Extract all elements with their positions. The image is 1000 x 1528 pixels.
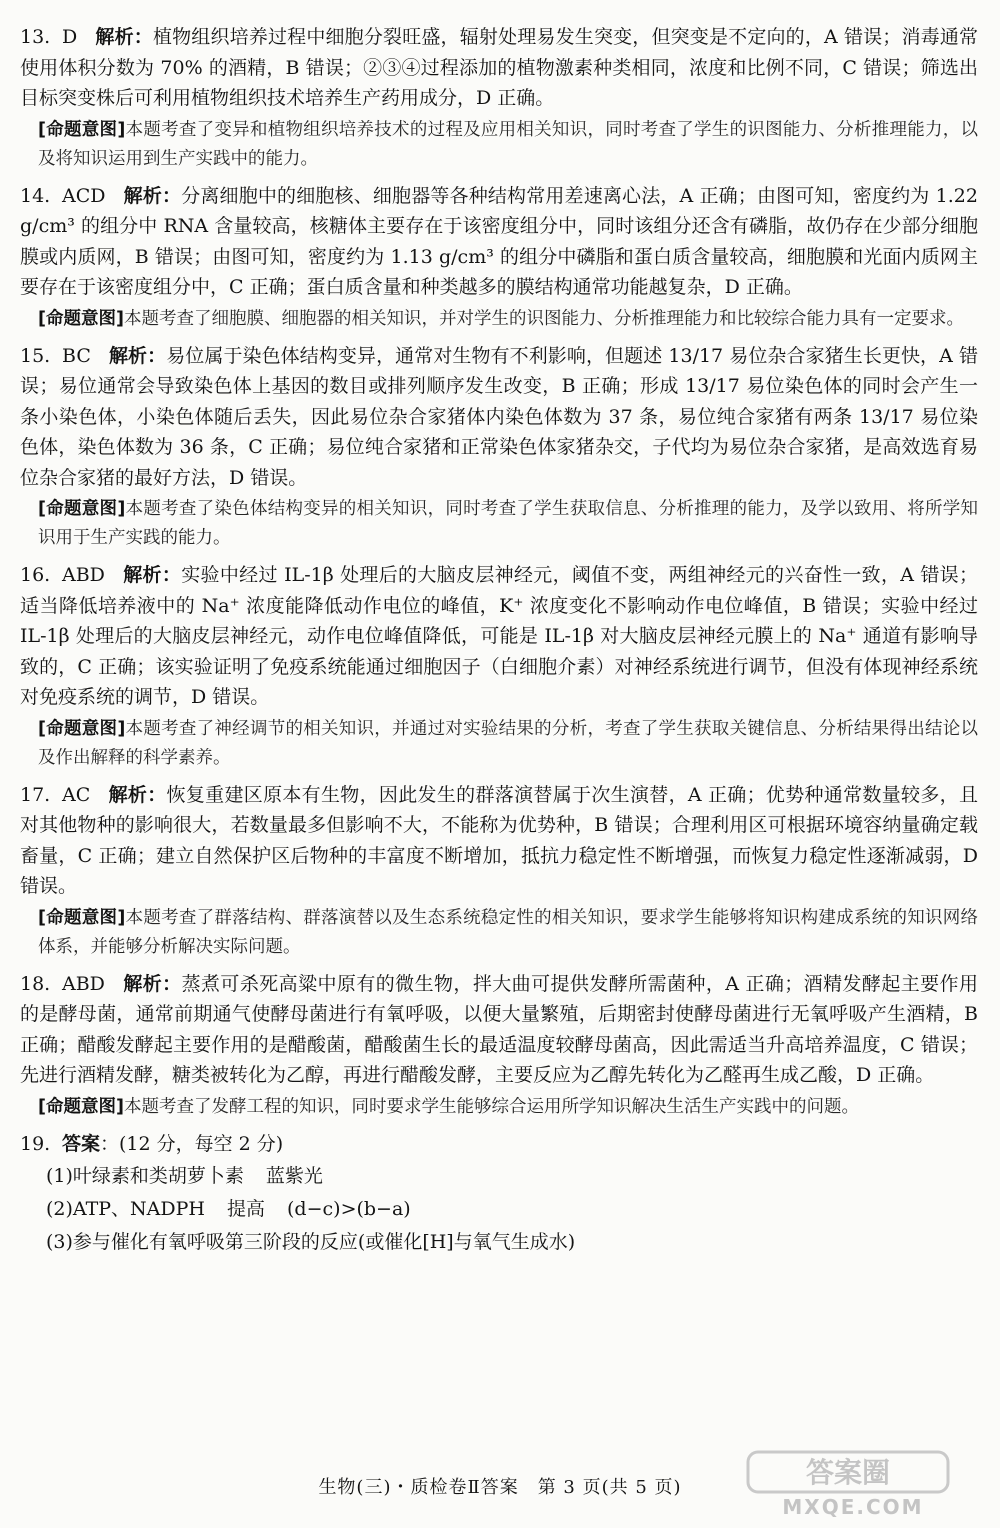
analysis-text: 植物组织培养过程中细胞分裂旺盛，辐射处理易发生突变，但突变是不定向的，A 错误；消毒通常使用体积分数为 70% 的酒精，B 错误；②③④过程添加的植物激素种类相同，浓度和比例不同，C 错误；筛选出目标突变株后可利用植物组织技术培养生产药用成分，D 正确。 — [20, 26, 978, 109]
analysis-label: 解析 — [122, 564, 162, 586]
intent-13 — [20, 116, 978, 174]
intent-18 — [20, 1093, 978, 1122]
answer-item-16: 16. ABD 解析：实验中经过 IL-1β 处理后的大脑皮层神经元，阈值不变，两组神经元的兴奋性一致，A 错误；适当降低培养液中的 Na⁺ 浓度能降低动作电位的峰值，K⁺ 浓度变化不影响动作电位峰值，B 错误；实验中经过 IL-1β 处理后的大脑皮层神经元，动作电位峰值降低，可能是 IL-1β 对大脑皮层神经元膜上的 Na⁺ 通道有影响导致的，C 正确；该实验证明了免疫系统能通过细胞因子（白细胞介素）对神经系统进行调节，但没有体现神经系统对免疫系统的调节，D 错误。 — [20, 560, 978, 713]
item-number: 15. — [20, 344, 51, 367]
watermark-logo — [728, 1450, 978, 1520]
watermark-url: MXQE.COM — [782, 1495, 924, 1519]
sub-answer-2b: 提高 — [227, 1197, 266, 1220]
item-answer: D — [62, 26, 78, 48]
intent-17 — [20, 904, 978, 962]
sub-answer-2c: (d−c)>(b−a) — [287, 1197, 411, 1220]
item-answer: BC — [62, 344, 91, 367]
item-answer: ABD — [62, 564, 105, 586]
analysis-text: 实验中经过 IL-1β 处理后的大脑皮层神经元，阈值不变，两组神经元的兴奋性一致，A 错误；适当降低培养液中的 Na⁺ 浓度能降低动作电位的峰值，K⁺ 浓度变化不影响动作电位峰值，B 错误；实验中经过 IL-1β 处理后的大脑皮层神经元，动作电位峰值降低，可能是 IL-1β 对大脑皮层神经元膜上的 Na⁺ 通道有影响导致的，C 正确；该实验证明了免疫系统能通过细胞因子（白细胞介素）对神经系统进行调节，但没有体现神经系统对免疫系统的调节，D 错误。 — [20, 564, 978, 708]
sub-answer-1a: (1)叶绿素和类胡萝卜素 — [46, 1164, 244, 1187]
item-number: 18. — [20, 972, 51, 995]
sub-answer-2 — [20, 1193, 978, 1226]
analysis-text: 恢复重建区原本有生物，因此发生的群落演替属于次生演替，A 正确；优势种通常数量较多，且对其他物种的影响很大，若数量最多但影响不大，不能称为优势种，B 错误；合理利用区可根据环境容纳量确定载畜量，C 正确；建立自然保护区后物种的丰富度不断增加，抵抗力稳定性不断增强，而恢复力稳定性逐渐减弱，D 错误。 — [20, 783, 978, 897]
intent-15 — [20, 495, 978, 553]
analysis-text: 易位属于染色体结构变异，通常对生物有不利影响，但题述 13/17 易位杂合家猪生长更快，A 错误；易位通常会导致染色体上基因的数目或排列顺序发生改变，B 正确；形成 13/17 易位染色体的同时会产生一条小染色体，小染色体随后丢失，因此易位杂合家猪体内染色体数为 37 条，易位纯合家猪有两条 13/17 易位染色体，染色体数为 36 条，C 正确；易位纯合家猪和正常染色体家猪杂交，子代均为易位杂合家猪，是高效选育易位杂合家猪的最好方法，D 错误。 — [20, 344, 978, 489]
intent-text: 本题考查了染色体结构变异的相关知识，同时考查了学生获取信息、分析推理的能力，及学以致用、将所学知识用于生产实践的能力。 — [38, 499, 979, 548]
intent-text: 本题考查了群落结构、群落演替以及生态系统稳定性的相关知识，要求学生能够将知识构建成系统的知识网络体系，并能够分析解决实际问题。 — [38, 907, 979, 957]
analysis-label: 解析 — [108, 783, 148, 806]
item-number: 13. — [20, 26, 51, 48]
sub-answer-2a: (2)ATP、NADPH — [46, 1197, 205, 1220]
answer-item-13: 13. D 解析：植物组织培养过程中细胞分裂旺盛，辐射处理易发生突变，但突变是不定向的，A 错误；消毒通常使用体积分数为 70% 的酒精，B 错误；②③④过程添加的植物激素种类相同，浓度和比例不同，C 错误；筛选出目标突变株后可利用植物组织技术培养生产药用成分，D 正确。 — [20, 22, 978, 114]
score-note: ：(12 分，每空 2 分) — [100, 1132, 284, 1155]
analysis-label: 解析 — [108, 344, 148, 367]
answer-item-18: 18. ABD 解析：蒸煮可杀死高粱中原有的微生物，拌大曲可提供发酵所需菌种，A 正确；酒精发酵起主要作用的是酵母菌，通常前期通气使酵母菌进行有氧呼吸，以便大量繁殖，后期密封使酵母菌进行无氧呼吸产生酒精，B 正确；醋酸发酵起主要作用的是醋酸菌，醋酸菌生长的最适温度较酵母菌高，因此需适当升高培养温度，C 错误；先进行酒精发酵，糖类被转化为乙醇，再进行醋酸发酵，主要反应为乙醇先转化为乙醛再生成乙酸，D 正确。 — [20, 969, 978, 1091]
intent-16 — [20, 715, 978, 773]
analysis-label: 解析 — [95, 26, 134, 48]
analysis-text: 分离细胞中的细胞核、细胞器等各种结构常用差速离心法，A 正确；由图可知，密度约为 1.22 g/cm³ 的组分中 RNA 含量较高，核糖体主要存在于该密度组分中，同时该组分还含有磷脂，故仍存在少部分细胞膜或内质网，B 错误；由图可知，密度约为 1.13 g/cm³ 的组分中磷脂和蛋白质含量较高，细胞膜和光面内质网主要存在于该密度组分中，C 正确；蛋白质含量和种类越多的膜结构通常功能越复杂，D 正确。 — [20, 184, 978, 298]
item-answer: ABD — [62, 972, 105, 995]
answer-item-17: 17. AC 解析：恢复重建区原本有生物，因此发生的群落演替属于次生演替，A 正确；优势种通常数量较多，且对其他物种的影响很大，若数量最多但影响不大，不能称为优势种，B 错误；合理利用区可根据环境容纳量确定载畜量，C 正确；建立自然保护区后物种的丰富度不断增加，抵抗力稳定性不断增强，而恢复力稳定性逐渐减弱，D 错误。 — [20, 780, 978, 902]
item-number: 14. — [20, 184, 51, 207]
item-number: 16. — [20, 564, 51, 586]
page-footer: 生物(三)・质检卷Ⅱ答案 第 3 页(共 5 页) — [318, 1477, 682, 1498]
item-number: 17. — [20, 783, 51, 806]
intent-text: 本题考查了神经调节的相关知识，并通过对实验结果的分析，考查了学生获取关键信息、分析结果得出结论以及作出解释的科学素养。 — [38, 718, 979, 768]
intent-text: 本题考查了变异和植物组织培养技术的过程及应用相关知识，同时考查了学生的识图能力、分析推理能力，以及将知识运用到生产实践中的能力。 — [38, 119, 979, 169]
item-answer: AC — [62, 783, 91, 806]
analysis-label: 解析 — [123, 184, 163, 207]
intent-text: 本题考查了细胞膜、细胞器的相关知识，并对学生的识图能力、分析推理能力和比较综合能力具有一定要求。 — [124, 308, 964, 329]
intent-text: 本题考查了发酵工程的知识，同时要求学生能够综合运用所学知识解决生活生产实践中的问题。 — [124, 1096, 859, 1117]
intent-tag: [命题意图] — [38, 718, 126, 739]
answer-label: 答案 — [62, 1132, 101, 1155]
item-answer: ACD — [62, 184, 106, 207]
intent-tag: [命题意图] — [38, 119, 126, 140]
answer-item-15: 15. BC 解析：易位属于染色体结构变异，通常对生物有不利影响，但题述 13/17 易位杂合家猪生长更快，A 错误；易位通常会导致染色体上基因的数目或排列顺序发生改变，B 正确；形成 13/17 易位染色体的同时会产生一条小染色体，小染色体随后丢失，因此易位杂合家猪体内染色体数为 37 条，易位纯合家猪有两条 13/17 易位染色体，染色体数为 36 条，C 正确；易位纯合家猪和正常染色体家猪杂交，子代均为易位杂合家猪，是高效选育易位杂合家猪的最好方法，D 错误。 — [20, 341, 978, 494]
sub-answer-3-text: (3)参与催化有氧呼吸第三阶段的反应(或催化[H]与氧气生成水) — [46, 1230, 576, 1253]
answer-item-14: 14. ACD 解析：分离细胞中的细胞核、细胞器等各种结构常用差速离心法，A 正确；由图可知，密度约为 1.22 g/cm³ 的组分中 RNA 含量较高，核糖体主要存在于该密度组分中，同时该组分还含有磷脂，故仍存在少部分细胞膜或内质网，B 错误；由图可知，密度约为 1.13 g/cm³ 的组分中磷脂和蛋白质含量较高，细胞膜和光面内质网主要存在于该密度组分中，C 正确；蛋白质含量和种类越多的膜结构通常功能越复杂，D 正确。 — [20, 181, 978, 303]
intent-tag: [命题意图] — [38, 907, 126, 928]
sub-answer-1 — [20, 1160, 978, 1193]
intent-tag: [命题意图] — [38, 308, 124, 329]
intent-14 — [20, 305, 978, 334]
answer-content — [20, 22, 978, 1259]
watermark-brand: 答案圈 — [805, 1456, 891, 1489]
answer-item-19 — [20, 1129, 978, 1259]
intent-tag: [命题意图] — [38, 1096, 124, 1117]
item-number: 19. — [20, 1132, 51, 1155]
sub-answer-3 — [20, 1226, 978, 1259]
sub-answer-1b: 蓝紫光 — [265, 1164, 323, 1187]
analysis-text: 蒸煮可杀死高粱中原有的微生物，拌大曲可提供发酵所需菌种，A 正确；酒精发酵起主要作用的是酵母菌，通常前期通气使酵母菌进行有氧呼吸，以便大量繁殖，后期密封使酵母菌进行无氧呼吸产生酒精，B 正确；醋酸发酵起主要作用的是醋酸菌，醋酸菌生长的最适温度较酵母菌高，因此需适当升高培养温度，C 错误；先进行酒精发酵，糖类被转化为乙醇，再进行醋酸发酵，主要反应为乙醇先转化为乙醛再生成乙酸，D 正确。 — [20, 972, 978, 1086]
intent-tag: [命题意图] — [38, 499, 126, 519]
analysis-label: 解析 — [122, 972, 163, 995]
